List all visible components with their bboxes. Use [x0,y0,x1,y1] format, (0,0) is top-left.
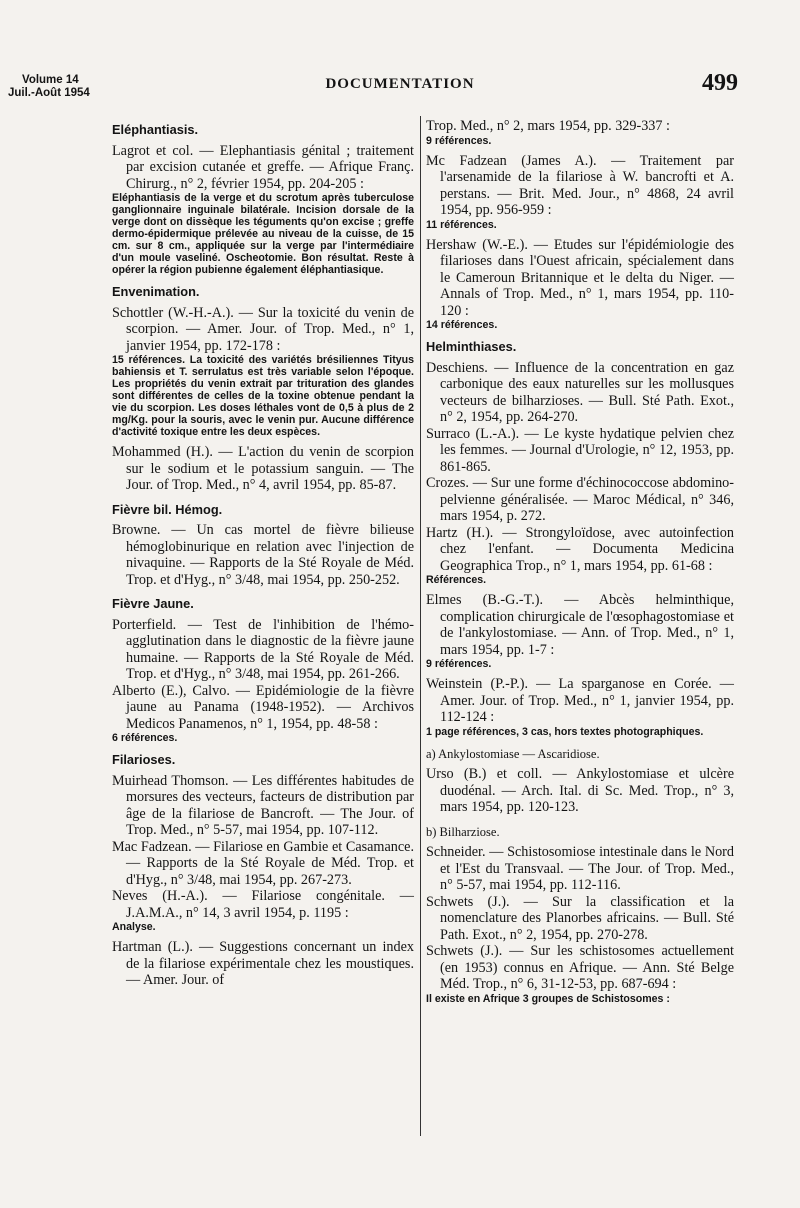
bibliography-entry: Porterfield. — Test de l'inhibition de l'hémo-agglutination dans le diagnostic de la fièvre jaune humaine. — Rapports de la Sté Royale de Méd. Trop. et d'Hyg., n° 3/48, mai 1954, pp. 261-266. [112,616,414,682]
section-heading: Fièvre bil. Hémog. [112,501,223,517]
entry-note: 1 page références, 3 cas, hors textes photographiques. [426,725,704,738]
section-heading: Filarioses. [112,752,176,767]
section-heading: Envenimation. [112,284,200,299]
bibliography-entry: Hartz (H.). — Strongyloïdose, avec autoinfection chez l'enfant. — Documenta Medicina Geographica Trop., n° 1, mars 1954, pp. 61-68 : [426,524,734,574]
bibliography-entry: Mac Fadzean. — Filariose en Gambie et Casamance. — Rapports de la Sté Royale de Méd. Trop. et d'Hyg., n° 3/48, mai 1954, pp. 267-273. [112,838,414,888]
bibliography-entry: Surraco (L.-A.). — Le kyste hydatique pelvien chez les femmes. — Journal d'Urologie, n° 12, 1953, pp. 861-865. [426,425,734,475]
bibliography-entry: Trop. Med., n° 2, mars 1954, pp. 329-337 : [426,118,670,134]
entry-note: 15 références. La toxicité des variétés brésiliennes Tityus bahiensis et T. serrulatus est très variable selon l'époque. Les propriétés du venin extrait par trituration des glandes sont différentes de celles de la toxine obtenue pendant la vie du scorpion. Les doses léthales vont de 0,5 à plus de 2 mg/Kg. pour la souris, avec le venin pur. Aucune différence d'activité toxique entre les deux espèces. [112,354,414,438]
entry-note: 14 références. [426,319,498,331]
bibliography-entry: Elmes (B.-G.-T.). — Abcès helminthique, complication chirurgicale de l'œsophagostomiase et de l'ankylostomiase. — Ann. of Trop. Med., n° 1, mars 1954, pp. 1-7 : [426,592,734,658]
bibliography-entry: Crozes. — Sur une forme d'échinococcose abdomino-pelvienne généralisée. — Maroc Médical, n° 346, mars 1954, p. 272. [426,475,734,524]
page-number: 499 [702,70,738,96]
subsection-heading: b) Bilharziose. [426,824,500,839]
bibliography-entry: Weinstein (P.-P.). — La sparganose en Corée. — Amer. Jour. of Trop. Med., n° 1, janvier 1954, pp. 112-124 : [426,676,734,725]
section-heading: Helminthiases. [426,339,517,354]
bibliography-entry: Mc Fadzean (James A.). — Traitement par l'arsenamide de la filariose à W. bancrofti et A. perstans. — Brit. Med. Jour., n° 4868, 24 avril 1954, pp. 956-959 : [426,152,734,218]
bibliography-entry: Urso (B.) et coll. — Ankylostomiase et ulcère duodénal. — Arch. Ital. di Sc. Med. Trop., n° 3, mars 1954, pp. 120-123. [426,766,734,815]
entry-note: Références. [426,574,487,586]
bibliography-entry: Hershaw (W.-E.). — Etudes sur l'épidémiologie des filarioses dans l'Ouest africain, spécialement dans le Cameroun Britannique et le delta du Niger. — Annals of Trop. Med., n° 1, mars 1954, pp. 110-120 : [426,236,734,319]
column-divider [420,116,421,1136]
entry-note: Eléphantiasis de la verge et du scrotum après tuberculose ganglionnaire inguinale bilatérale. Incision dorsale de la verge dont on dissèque les téguments qu'on excise ; greffe dermo-épidermique prélevée au niveau de la cuisse, de 15 cm. sur 8 cm., appliquée sur la verge par l'intermédiaire d'un moule vaseliné. Oscheotomie. Bon résultat. Reste à opérer la région pubienne également éléphantiasique. [112,192,414,276]
issue-date: Juil.-Août 1954 [8,87,90,99]
left-column [112,118,414,989]
bibliography-entry: Schwets (J.). — Sur la classification et la nomenclature des Planorbes africains. — Bull. Sté Path. Exot., n° 2, 1954, pp. 270-278. [426,893,734,943]
right-column [426,118,734,1011]
entry-note: 9 références. [426,134,492,147]
bibliography-entry: Mohammed (H.). — L'action du venin de scorpion sur le sodium et le potassium sanguin. — The Jour. of Trop. Med., n° 4, avril 1954, pp. 85-87. [112,444,414,493]
bibliography-entry: Neves (H.-A.). — Filariose congénitale. — J.A.M.A., n° 14, 3 avril 1954, p. 1195 : [112,888,414,921]
volume-label: Volume 14 [22,74,79,86]
subsection-heading: a) Ankylostomiase — Ascaridiose. [426,746,600,761]
page-title: DOCUMENTATION [325,76,475,92]
bibliography-entry: Schwets (J.). — Sur les schistosomes actuellement (en 1953) connus en Afrique. — Ann. Sté Belge Méd. Trop., n° 6, 31-12-53, pp. 687-694 : [426,943,734,992]
entry-note: Analyse. [112,921,156,933]
section-heading: Eléphantiasis. [112,122,199,137]
bibliography-entry: Browne. — Un cas mortel de fièvre bilieuse hémoglobinurique en relation avec l'injection de nivaquine. — Rapports de la Sté Royale de Méd. Trop. et d'Hyg., n° 3/48, mai 1954, pp. 250-252. [112,522,414,588]
entry-note: 11 références. [426,218,497,231]
bibliography-entry: Lagrot et col. — Elephantiasis génital ; traitement par excision cutanée et greffe. — Afrique Franç. Chirurg., n° 2, février 1954, pp. 204-205 : [112,142,414,192]
entry-note: 9 références. [426,658,492,670]
bibliography-entry: Deschiens. — Influence de la concentration en gaz carbonique des eaux naturelles sur les mollusques vecteurs de bilharzioses. — Bull. Sté Path. Exot., n° 2, 1954, pp. 264-270. [426,359,734,425]
section-heading: Fièvre Jaune. [112,596,194,611]
entry-note: 6 références. [112,732,178,744]
bibliography-entry: Hartman (L.). — Suggestions concernant un index de la filariose expérimentale chez les moustiques. — Amer. Jour. of [112,939,414,988]
bibliography-entry: Muirhead Thomson. — Les différentes habitudes de morsures des vecteurs, facteurs de distribution par âge de la filariose de Bancroft. — The Jour. of Trop. Med., n° 5-57, mai 1954, pp. 107-112. [112,772,414,838]
bibliography-entry: Schneider. — Schistosomiose intestinale dans le Nord et l'Est du Transvaal. — The Jour. of Trop. Med., n° 5-57, mai 1954, pp. 112-116. [426,844,734,893]
bibliography-entry: Schottler (W.-H.-A.). — Sur la toxicité du venin de scorpion. — Amer. Jour. of Trop. Med., n° 1, janvier 1954, pp. 172-178 : [112,304,414,354]
entry-note: Il existe en Afrique 3 groupes de Schistosomes : [426,992,670,1005]
bibliography-entry: Alberto (E.), Calvo. — Epidémiologie de la fièvre jaune au Panama (1948-1952). — Archivos Medicos Panamenos, n° 1, 1954, pp. 48-58 : [112,682,414,732]
